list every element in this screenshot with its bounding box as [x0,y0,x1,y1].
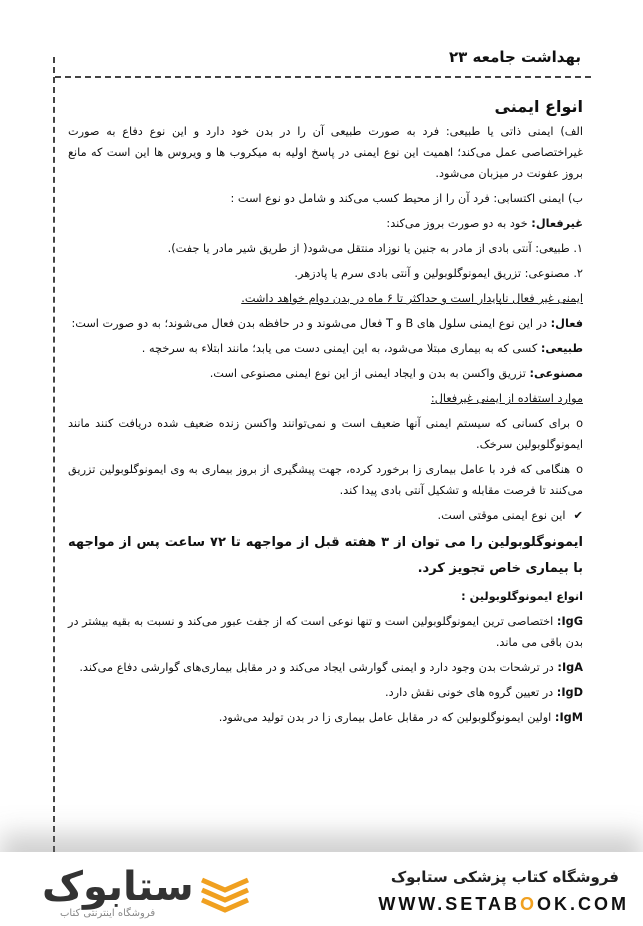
usage-heading: موارد استفاده از ایمنی غیرفعال: [430,392,583,405]
igd-text: در تعیین گروه های خونی نقش دارد. [385,686,557,699]
active-artificial-paragraph [68,363,583,384]
logo-word: ستابوک [42,864,194,910]
url-part: OK.COM [537,894,629,914]
passive-immunity-paragraph [68,213,583,234]
url-part: WWW.SETAB [378,894,520,914]
igd-paragraph [68,682,583,703]
igm-name: IgM: [554,711,583,724]
igm-paragraph [68,707,583,728]
innate-immunity-paragraph: الف) ایمنی ذاتی یا طبیعی: فرد به صورت طبیعی آن را در بدن خود دارد و این نوع دفاع به صورت غیراختصاصی عمل می‌کند؛ اهمیت این نوع ایمنی در پاسخ اولیه به میکروب ها و ویروس ها این است که مانع بروز عفونت در میزبان می‌شود. [68,125,583,180]
igg-name: IgG: [556,615,583,628]
header-title: بهداشت جامعه ۲۳ [448,48,581,66]
iga-text: در ترشحات بدن وجود دارد و ایمنی گوارشی ایجاد می‌کند و در مقابل بیماری‌های گوارشی دفاع می‌کند. [79,661,558,674]
setabook-logo[interactable] [20,866,252,922]
usage-check-note: ✔ این نوع ایمنی موقتی است. [68,505,583,526]
active-label: فعال: [550,317,583,330]
iga-paragraph [68,657,583,678]
igm-text: اولین ایمونوگلوبولین که در مقابل عامل بیماری زا در بدن تولید می‌شود. [218,711,555,724]
top-dashed-border [55,76,591,78]
active-natural-paragraph [68,338,583,359]
iga-name: IgA: [557,661,583,674]
url-accent-letter: O [519,894,537,914]
acquired-immunity-paragraph: ب) ایمنی اکتسابی: فرد آن را از محیط کسب می‌کند و شامل دو نوع است : [230,192,583,205]
igd-name: IgD: [556,686,583,699]
passive-label: غیرفعال: [531,217,583,230]
store-name: فروشگاه کتاب پزشکی ستابوک [390,868,619,886]
active-natural-label: طبیعی: [540,342,583,355]
passive-text: خود به دو صورت بروز می‌کند: [386,217,532,230]
section-title: انواع ایمنی [494,97,583,116]
active-immunity-paragraph [68,313,583,334]
immunoglobulin-types-heading: انواع ایمونوگلوبولین : [461,590,583,603]
active-natural-text: کسی که به بیماری مبتلا می‌شود، به این ایمنی دست می یابد؛ مانند ابتلاء به سرخچه . [141,342,541,355]
footer-banner [0,852,643,926]
passive-item-artificial: ۲. مصنوعی: تزریق ایمونوگلوبولین و آنتی بادی سرم یا پادزهر. [294,267,583,280]
igg-text: اختصاصی ترین ایمونوگلوبولین است و تنها نوعی است که از جفت عبور می‌کند و نسبت به بقیه بیشتر در بدن باقی می ماند. [68,615,583,649]
page-content [68,96,583,732]
passive-item-natural: ۱. طبیعی: آنتی بادی از مادر به جنین یا نوزاد منتقل می‌شود( از طریق شیر مادر یا جفت). [167,242,583,255]
logo-subtitle: فروشگاه اینترنتی کتاب [60,908,156,919]
usage-item: o هنگامی که فرد با عامل بیماری زا برخورد کرده، جهت پیشگیری از بروز بیماری به وی ایمونوگلوبولین تزریق می‌کنند تا فرصت مقابله و تشکیل آنتی بادی پیدا کند. [68,459,583,501]
store-url-link[interactable] [378,894,629,915]
usage-item: o برای کسانی که سیستم ایمنی آنها ضعیف است و نمی‌توانند واکسن زنده ضعیف شده دریافت کنند مانند ایمونوگلوبولین سرخک. [68,413,583,455]
left-dashed-border [53,57,55,852]
active-artificial-label: مصنوعی: [529,367,583,380]
igg-paragraph [68,611,583,653]
active-text: در این نوع ایمنی سلول های B و T فعال می‌شوند و در حافظه بدن فعال می‌شوند؛ به دو صورت است: [71,317,551,330]
page-header [60,48,581,66]
immunoglobulin-highlight: ایمونوگلوبولین را می توان از ۳ هفته قبل از مواجهه تا ۷۲ ساعت پس از مواجهه با بیماری خاص تجویز کرد. [68,535,583,576]
passive-note: ایمنی غیر فعال ناپایدار است و حداکثر تا ۶ ماه در بدن دوام خواهد داشت. [241,292,583,305]
book-stack-icon [198,874,252,914]
active-artificial-text: تزریق واکسن به بدن و ایجاد ایمنی از این نوع ایمنی مصنوعی است. [209,367,530,380]
